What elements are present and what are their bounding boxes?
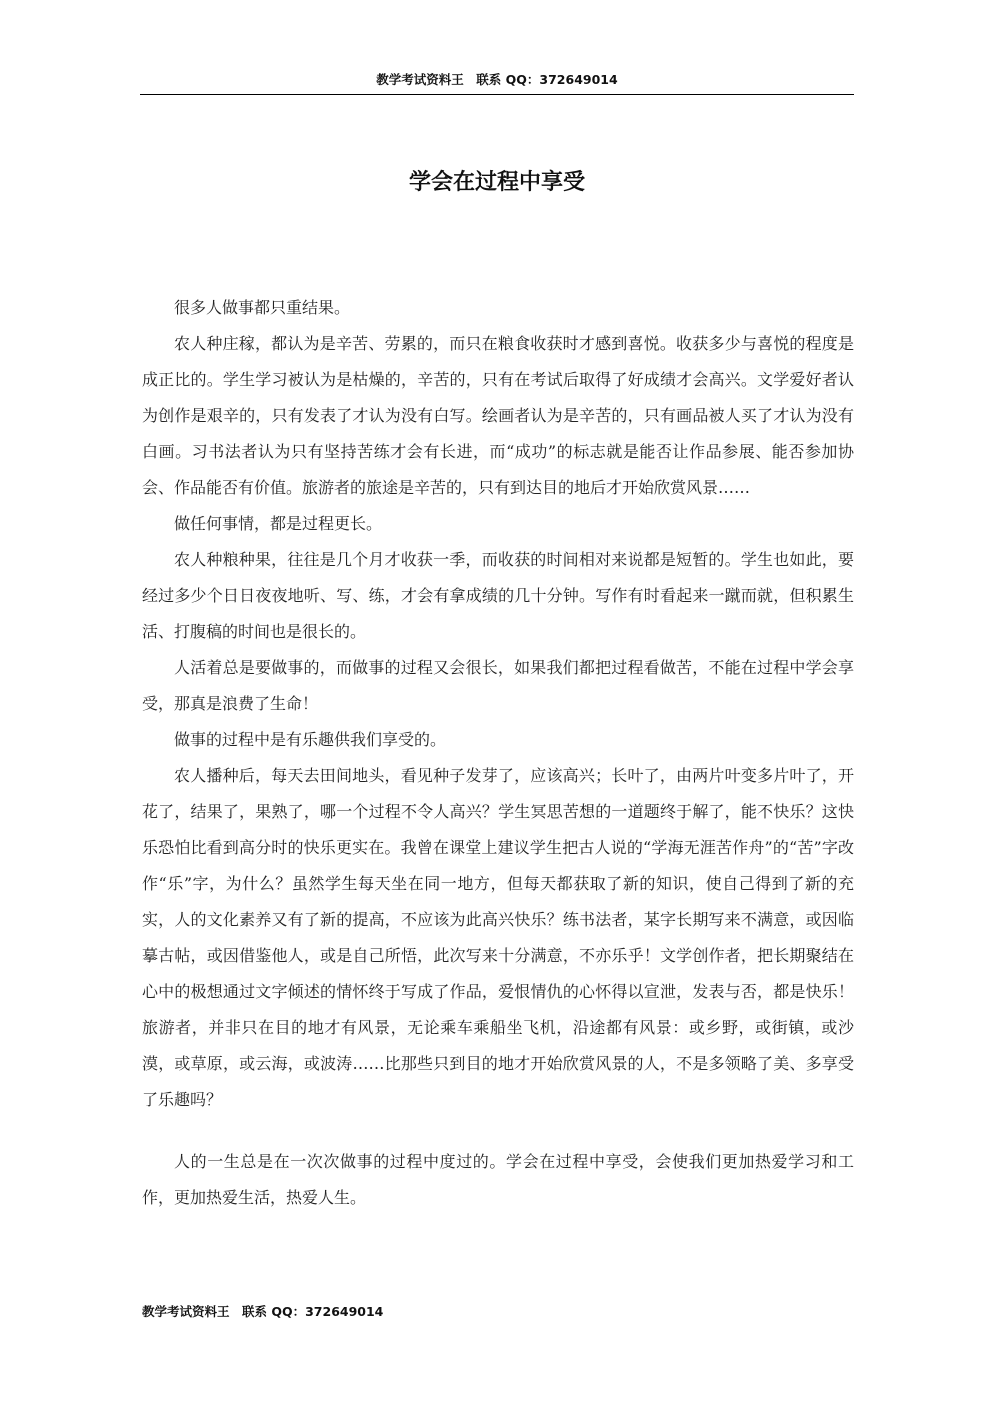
paragraph-6: 做事的过程中是有乐趣供我们享受的。: [174, 730, 447, 749]
paragraph-3: 做任何事情，都是过程更长。: [174, 514, 383, 533]
page-header: 教学考试资料王 联系 QQ：372649014: [140, 70, 854, 95]
paragraph-5: 人活着总是要做事的，而做事的过程又会很长，如果我们都把过程看做苦，不能在过程中学会享受，那真是浪费了生命！: [142, 658, 854, 713]
paragraph-4: 农人种粮种果，往往是几个月才收获一季，而收获的时间相对来说都是短暂的。学生也如此，要经过多少个日日夜夜地听、写、练，才会有拿成绩的几十分钟。写作有时看起来一蹴而就，但积累生活、打腹稿的时间也是很长的。: [142, 550, 854, 641]
paragraph-1: 很多人做事都只重结果。: [174, 298, 351, 317]
paragraph-2: 农人种庄稼，都认为是辛苦、劳累的，而只在粮食收获时才感到喜悦。收获多少与喜悦的程度是成正比的。学生学习被认为是枯燥的，辛苦的，只有在考试后取得了好成绩才会高兴。文学爱好者认为创作是艰辛的，只有发表了才认为没有白写。绘画者认为是辛苦的，只有画品被人买了才认为没有白画。习书法者认为只有坚持苦练才会有长进，而“成功”的标志就是能否让作品参展、能否参加协会、作品能否有价值。旅游者的旅途是辛苦的，只有到达目的地后才开始欣赏风景……: [142, 334, 854, 497]
document-body: [142, 290, 854, 1216]
page-footer: 教学考试资料王 联系 QQ：372649014: [142, 1304, 384, 1319]
paragraph-8: 人的一生总是在一次次做事的过程中度过的。学会在过程中享受，会使我们更加热爱学习和工作，更加热爱生活，热爱人生。: [142, 1152, 854, 1207]
paragraph-7: 农人播种后，每天去田间地头，看见种子发芽了，应该高兴；长叶了，由两片叶变多片叶了，开花了，结果了，果熟了，哪一个过程不令人高兴？学生冥思苦想的一道题终于解了，能不快乐？这快乐恐怕比看到高分时的快乐更实在。我曾在课堂上建议学生把古人说的“学海无涯苦作舟”的“苦”字改作“乐”字，为什么？虽然学生每天坐在同一地方，但每天都获取了新的知识，使自己得到了新的充实，人的文化素养又有了新的提高，不应该为此高兴快乐？练书法者，某字长期写来不满意，或因临摹古帖，或因借鉴他人，或是自己所悟，此次写来十分满意，不亦乐乎！文学创作者，把长期聚结在心中的极想通过文字倾述的情怀终于写成了作品，爱恨情仇的心怀得以宣泄，发表与否，都是快乐！旅游者，并非只在目的地才有风景，无论乘车乘船坐飞机，沿途都有风景：或乡野，或街镇，或沙漠，或草原，或云海，或波涛……比那些只到目的地才开始欣赏风景的人，不是多领略了美、多享受了乐趣吗？: [142, 766, 854, 1109]
document-title: 学会在过程中享受: [408, 170, 585, 195]
